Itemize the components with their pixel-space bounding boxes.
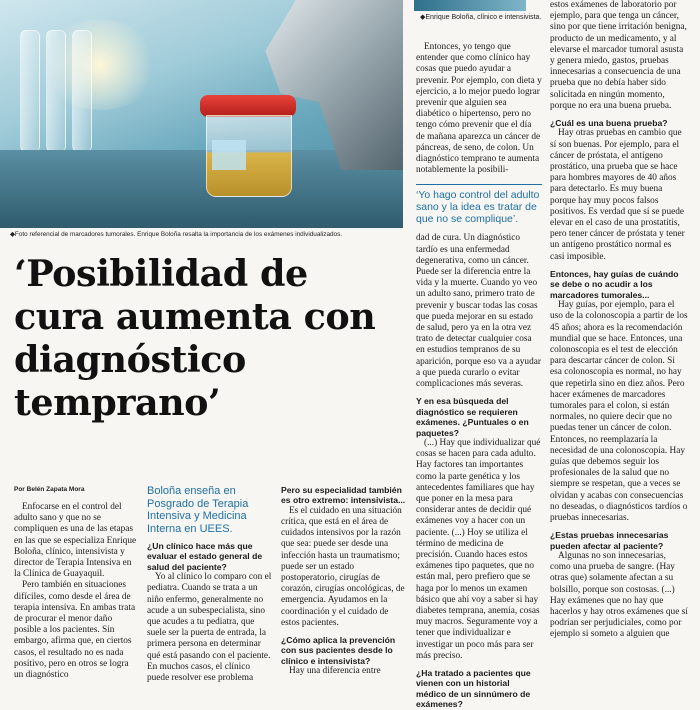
answer: Hay guías, por ejemplo, para el uso de la colonoscopia a partir de los 45 años; ahora es la recomendación mundial que se hace. Entonces, una colonoscopia es el test de elección para descartar cáncer de colon. Si esa colonoscopia es normal, no hay que repetirla sino en diez años. Pero hacer exámenes de marcadores tumorales para el colon, si están normales, no quiere decir que no puedas tener un cáncer de colon. Entonces, no reemplazaría la necesidad de una colonoscopia. Hay guías que debemos seguir los profesionales de la salud que no siempre se respetan, que a veces se olvidan y acabas con consecuencias no deseadas, o diagnósticos tardíos o pruebas innecesarias. <box>550 300 688 523</box>
photo-caption: ◆Foto referencial de marcadores tumorales. Enrique Boloña resalta la importancia de los exámenes individualizados. <box>10 231 343 238</box>
answer: Hay otras pruebas en cambio que sí son buenas. Por ejemplo, para el cáncer de próstata, el antígeno prostático, una prueba que se hace para hombres mayores de 40 años para detectarlo. Es muy buena porque hay muy pocos falsos positivos. Es verdad que sí se puede elevar en el caso de una prostatitis, pero tener cáncer de próstata y tener un antígeno prostático normal es casi imposible. <box>550 128 685 262</box>
test-tube <box>20 30 40 152</box>
portrait-caption: ◆Enrique Boloña, clínico e intensivista. <box>420 14 542 21</box>
answer: Hay una diferencia entre <box>289 666 381 677</box>
column-4 <box>416 42 542 710</box>
answer: Yo al clínico lo comparo con el pediatra. Cuando se trata a un niño enfermo, generalmente no acude a un subespecialista, sino que acudes a tu pediatra, que suele ser la puerta de entrada, la primera persona en determinar qué está pasando con el paciente. En muchos casos, el clínico puede resolver ese problema <box>147 572 272 684</box>
sample-cup-lid <box>200 95 296 117</box>
question: ¿Ha tratado a pacientes que vienen con un historial médico de un sinnúmero de exámenes? <box>416 667 531 710</box>
question: ¿Un clínico hace más que evaluar el estado general de salud del paciente? <box>147 541 263 572</box>
portrait-caption-text: Enrique Boloña, clínico e intensivista. <box>425 14 542 21</box>
pull-quote: ‘Yo hago control del adulto sano y la idea es tratar de que no se complique’. <box>416 184 542 225</box>
answer: Algunas no son innecesarias, como una prueba de sangre. (Hay otras que) solamente afectan a su bolsillo, porque son costosas. (...) Hay exámenes que no hay que hacerlos y hay otros exámenes que sí podrían ser perjudiciales, como por ejemplo si someto a alguien que <box>550 550 688 640</box>
question: Pero su especialidad también es otro extremo: intensivista... <box>281 485 406 506</box>
question: ¿Cómo aplica la prevención con sus pacientes desde lo clínico e intensivista? <box>281 635 396 666</box>
question: ¿Cuál es una buena prueba? <box>550 118 668 129</box>
paragraph: Entonces, yo tengo que entender que como clínico hay cosas que puedo ayudar a prevenir. Por ejemplo, con dieta y ejercicio, a lo mejor puedo lograr prevenir que alguien sea diabético o hipertenso, pero no tengo cómo prevenir que el día de mañana aparezca un cáncer de páncreas, de seno, de colon. Un diagnóstico temprano te aumenta notablemente la posibili- <box>416 42 542 176</box>
test-tube <box>72 30 92 152</box>
headline: ‘Posibilidad de cura aumenta con diagnóstico temprano’ <box>14 252 376 424</box>
paragraph: dad de cura. Un diagnóstico tardío es una enfermedad degenerativa, como un cáncer. Puede ser la diferencia entre la vida y la muerte. Cuando yo veo un adulto sano, primero trato de prevenir y buscar todas las cosas que pueda mejorar en su estado de salud, pero ya en la otra vez trato de detectar cualquier cosa en estudios tempranos de su aparición, porque eso va a ayudar a que pueda curarlo o evitar complicaciones más severas. <box>416 233 541 390</box>
question: ¿Estas pruebas innecesarias pueden afectar al paciente? <box>550 530 669 551</box>
lab-photo <box>0 0 403 228</box>
paragraph: estos exámenes de laboratorio por ejemplo, para que tenga un cáncer, sino por que tiene irritación benigna, producto de un medicamento, y al elevarse el marcador tumoral asusta y genera miedo, gastos, pruebas innecesarias a consecuencia de una prueba que no debía haber sido solicitada en ningún momento, porque no era una buena prueba. <box>550 0 687 111</box>
paragraph: Enfocarse en el control del adulto sano y que no se compliquen es una de las etapas en las que se especializa Enrique Boloña, clínico, intensivista y director de Terapia Intensiva en la Clínica de Guayaquil. <box>14 502 137 580</box>
column-5 <box>550 0 688 641</box>
sample-label <box>212 140 246 170</box>
subheading: Boloña enseña en Posgrado de Terapia Intensiva y Medicina Interna en UEES. <box>147 485 249 535</box>
byline: Por Belén Zapata Mora <box>14 486 85 493</box>
answer: Es el cuidado en una situación crítica, que está en el área de cuidados intensivos por la razón que sea: puede ser desde una infección hasta un traumatismo; puede ser un estado postoperatorio, cirugías de corazón, cirugías oncológicas, de emergencia. Ayudamos en la coordinación y el cuidado de estos pacientes. <box>281 505 405 628</box>
portrait-photo <box>414 0 526 11</box>
test-tube <box>46 30 66 152</box>
column-2 <box>147 485 273 684</box>
paragraph: Pero también en situaciones difíciles, como desde el área de terapia intensiva. En ambas trata de procurar el menor daño posible a los pacientes. Sin embargo, afirma que, en ciertos casos, el resultado no es nada positivo, pero en otros se logra un diagnóstico <box>14 580 136 681</box>
question: Y en esa búsqueda del diagnóstico se requieren exámenes. ¿Puntuales o en paquetes? <box>416 396 529 438</box>
answer: (...) Hay que individualizar qué cosas se hacen para cada adulto. Hay factores tan importantes como la parte genética y los antecedentes familiares que hay que poner en la mesa para considerar antes de decidir qué exámenes voy a hacer con un paciente. (...) Hoy se utiliza el término de medicina de precisión. Cuando haces estos exámenes tipo paquetes, que no están mal, pero prefiero que se haga por lo menos un examen básico que ahí voy a saber si hay diabetes temprana, anemia, cosas muy macros. Seguramente voy a tener que individualizar e investigar un poco más para ser más preciso. <box>416 437 541 661</box>
question: Entonces, hay guías de cuándo se debe o no acudir a los marcadores tumorales... <box>550 268 679 300</box>
column-1 <box>14 502 140 681</box>
column-3 <box>281 485 407 677</box>
photo-caption-text: Foto referencial de marcadores tumorales. Enrique Boloña resalta la importancia de los exámenes individualizados. <box>14 231 343 238</box>
